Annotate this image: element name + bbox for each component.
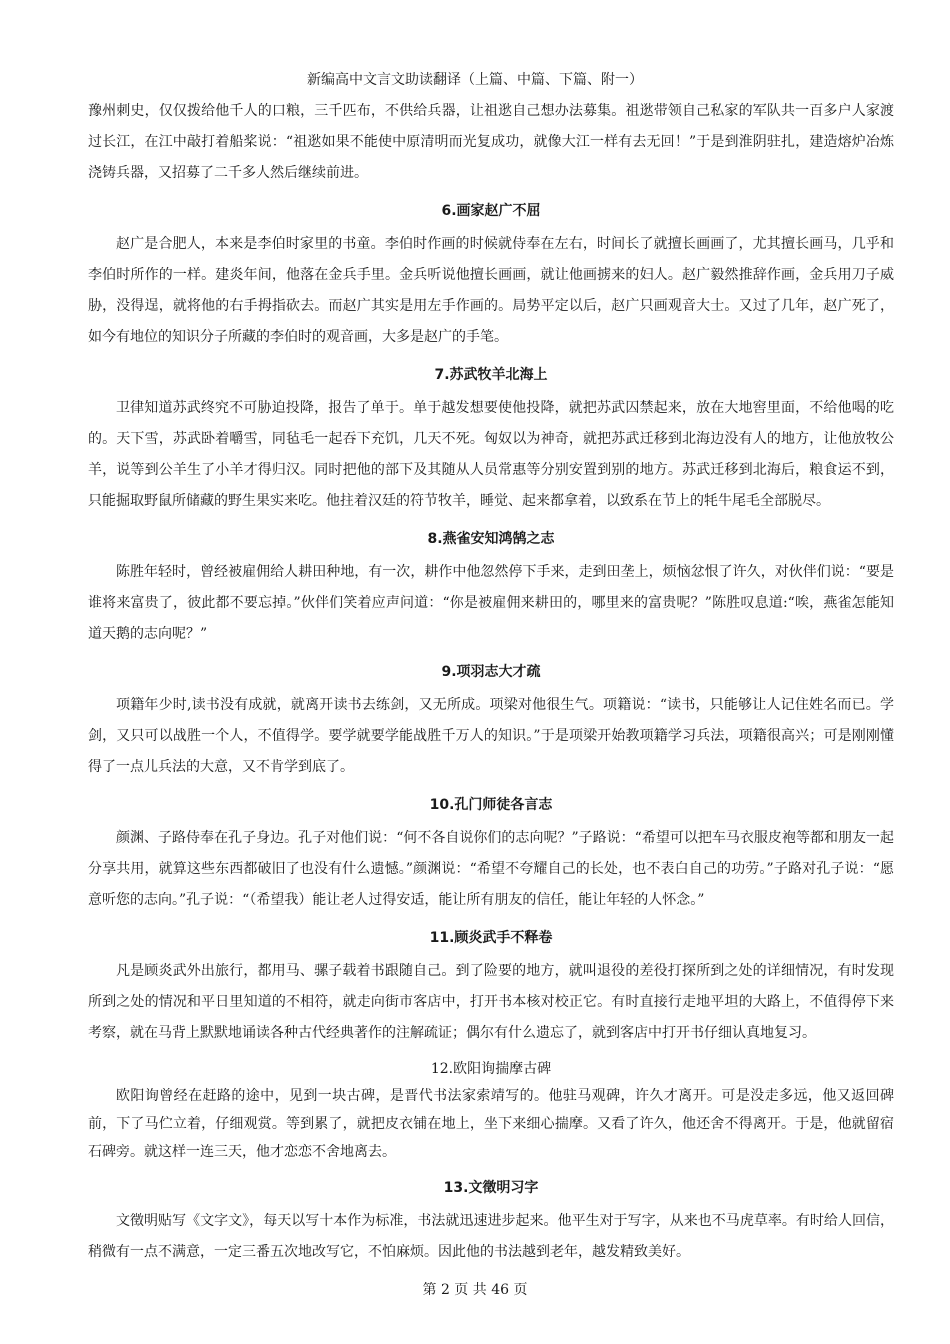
page-body (88, 96, 894, 1268)
section-text: 陈胜年轻时，曾经被雇佣给人耕田种地，有一次，耕作中他忽然停下手来，走到田垄上，烦恼忿恨了许久，对伙伴们说：“要是谁将来富贵了，彼此都不要忘掉。”伙伴们笑着应声问道：“你是被雇佣来耕田的，哪里来的富贵呢？”陈胜叹息道:“唉，燕雀怎能知道天鹅的志向呢？” (88, 564, 894, 642)
section-title: 8.燕雀安知鸿鹄之志 (427, 531, 555, 547)
section-title: 9.项羽志大才疏 (441, 664, 541, 680)
page-number-footer: 第 2 页 共 46 页 (422, 1282, 528, 1298)
section-text: 文徵明贴写《文字文》，每天以写十本作为标准，书法就迅速进步起来。他平生对于写字，从来也不马虎草率。有时给人回信，稍微有一点不满意，一定三番五次地改写它，不怕麻烦。因此他的书法越到老年，越发精致美好。 (88, 1213, 894, 1260)
section-text: 项籍年少时,读书没有成就，就离开读书去练剑，又无所成。项梁对他很生气。项籍说：“读书，只能够让人记住姓名而已。学剑，又只可以战胜一个人，不值得学。要学就要学能战胜千万人的知识。”于是项梁开始教项籍学习兵法，项籍很高兴；可是刚刚懂得了一点儿兵法的大意，又不肯学到底了。 (88, 697, 894, 775)
section-text: 赵广是合肥人，本来是李伯时家里的书童。李伯时作画的时候就侍奉在左右，时间长了就擅长画画了，尤其擅长画马，几乎和李伯时所作的一样。建炎年间，他落在金兵手里。金兵听说他擅长画画，就让他画掳来的妇人。赵广毅然推辞作画，金兵用刀子威胁，没得逞，就将他的右手拇指砍去。而赵广其实是用左手作画的。局势平定以后，赵广只画观音大士。又过了几年，赵广死了，如今有地位的知识分子所藏的李伯时的观音画，大多是赵广的手笔。 (88, 236, 894, 345)
section-13 (88, 1166, 894, 1268)
section-text: 卫律知道苏武终究不可胁迫投降，报告了单于。单于越发想要使他投降，就把苏武囚禁起来，放在大地窖里面，不给他喝的吃的。天下雪，苏武卧着嚼雪，同毡毛一起吞下充饥，几天不死。匈奴以为神奇，就把苏武迁移到北海边没有人的地方，让他放牧公羊，说等到公羊生了小羊才得归汉。同时把他的部下及其随从人员常惠等分别安置到别的地方。苏武迁移到北海后，粮食运不到，只能掘取野鼠所储藏的野生果实来吃。他拄着汉廷的符节牧羊，睡觉、起来都拿着，以致系在节上的牦牛尾毛全部脱尽。 (88, 400, 894, 509)
section-6 (88, 189, 894, 353)
section-title: 12.欧阳询揣摩古碑 (430, 1061, 552, 1077)
section-title: 7.苏武牧羊北海上 (434, 367, 548, 383)
section-title: 10.孔门师徒各言志 (429, 797, 553, 813)
section-10 (88, 783, 894, 916)
section-text: 凡是顾炎武外出旅行，都用马、骡子载着书跟随自己。到了险要的地方，就叫退役的差役打探所到之处的详细情况，有时发现所到之处的情况和平日里知道的不相符，就走向街市客店中，打开书本核对校正它。有时直接行走地平坦的大路上，不值得停下来考察，就在马背上默默地诵读各种古代经典著作的注解疏证；偶尔有什么遗忘了，就到客店中打开书仔细认真地复习。 (88, 963, 894, 1041)
section-12 (88, 1049, 894, 1166)
section-text: 颜渊、子路侍奉在孔子身边。孔子对他们说：“何不各自说你们的志向呢？”子路说：“希望可以把车马衣服皮袍等都和朋友一起分享共用，就算这些东西都破旧了也没有什么遗憾。”颜渊说：“希望不夸耀自己的长处，也不表白自己的功劳。”子路对孔子说：“愿意听您的志向。”孔子说：“（希望我）能让老人过得安适，能让所有朋友的信任，能让年轻的人怀念。” (88, 830, 894, 908)
section-9 (88, 650, 894, 783)
section-title: 6.画家赵广不屈 (441, 203, 541, 219)
section-title: 11.顾炎武手不释卷 (429, 930, 553, 946)
section-11 (88, 916, 894, 1049)
section-title: 13.文徵明习字 (443, 1180, 539, 1196)
section-8 (88, 517, 894, 650)
section-7 (88, 353, 894, 517)
running-header: 新编高中文言文助读翻译（上篇、中篇、下篇、附一） (307, 72, 643, 88)
intro-paragraph: 豫州刺史，仅仅拨给他千人的口粮，三千匹布，不供给兵器，让祖逖自己想办法募集。祖逖带领自己私家的军队共一百多户人家渡过长江，在江中敲打着船桨说：“祖逖如果不能使中原清明而光复成功，就像大江一样有去无回！”于是到淮阴驻扎，建造熔炉冶炼浇铸兵器，又招募了二千多人然后继续前进。 (88, 103, 894, 181)
section-text: 欧阳询曾经在赶路的途中，见到一块古碑，是晋代书法家索靖写的。他驻马观碑，许久才离开。可是没走多远，他又返回碑前，下了马伫立着，仔细观赏。等到累了，就把皮衣铺在地上，坐下来细心揣摩。又看了许久，他还舍不得离开。于是，他就留宿石碑旁。就这样一连三天，他才恋恋不舍地离去。 (88, 1088, 894, 1160)
